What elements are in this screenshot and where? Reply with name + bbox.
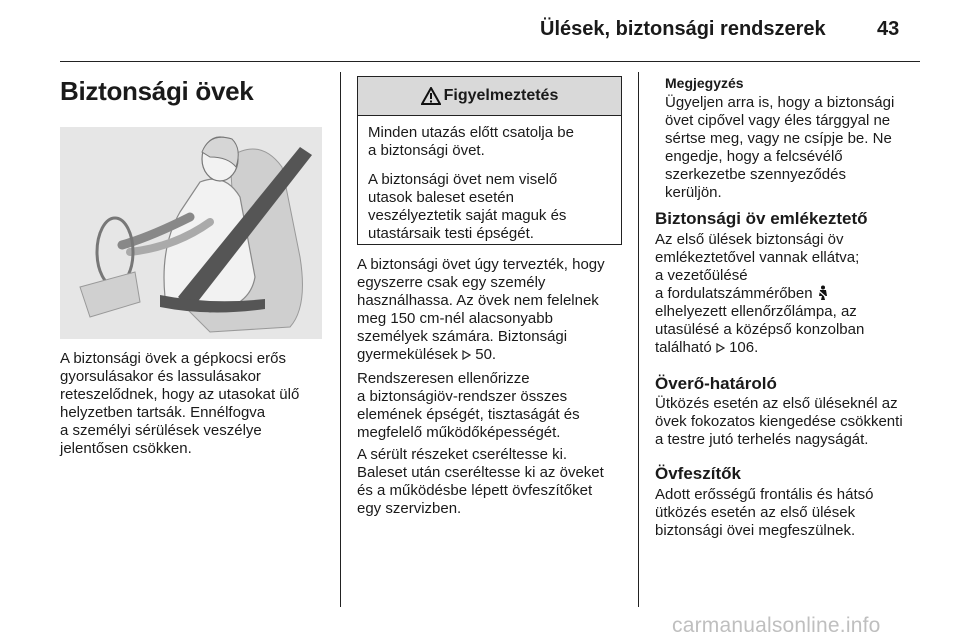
limiter-text: Ütközés esetén az első üléseknél az övek fokozatos kiengedése csökkenti a testre jutó terhelés nagyságát. [655,395,903,448]
page-number: 43 [877,18,900,40]
reminder-text-a [655,231,925,303]
warning-paragraph-2: A biztonsági övet nem viselő utasok baleset esetén veszélyeztetik saját maguk és utastársaik testi épségét. [368,171,567,242]
note-heading: Megjegyzés [665,75,744,91]
tensioner-text: Adott erősségű frontális és hátsó ütközés esetén az első ülések biztonsági övei megfeszülnek. [655,486,874,539]
column-divider-left [340,72,341,607]
page-reference-icon [462,347,471,357]
header-divider [60,61,920,62]
warning-header [358,77,621,116]
seatbelt-warning-icon [817,285,829,301]
replacement-paragraph: A sérült részeket cseréltesse ki. Baleset után cseréltesse ki az öveket és a működésbe lépett övfeszítőket egy szervizben. [357,446,604,517]
running-header-title: Ülések, biztonsági rendszerek [540,18,826,40]
warning-triangle-icon [421,87,441,105]
inspection-paragraph: Rendszeresen ellenőrizze a biztonságiöv-rendszer összes elemének épségét, tisztaságát és megfelelő működőképességét. [357,370,580,441]
note-body: Ügyeljen arra is, hogy a biztonsági övet cipővel vagy éles tárggyal ne sértse meg, vagy ne csípje be. Ne engedje, hogy a felcsévélő szerkezetbe szennyeződés kerüljön. [665,94,895,201]
reminder-text-b-content: elhelyezett ellenőrzőlámpa, az utasülésé a középső konzolban található [655,303,865,356]
tensioner-heading: Övfeszítők [655,464,741,483]
column-divider-right [638,72,639,607]
warning-title: Figyelmeztetés [443,87,559,104]
page-reference-link[interactable]: 50. [475,346,497,363]
section-heading: Biztonsági övek [60,76,254,106]
reminder-text-a-content: Az első ülések biztonsági öv emlékeztetővel vannak ellátva; a vezetőülésé a fordulatszámmérőben [655,231,860,302]
warning-paragraph-1: Minden utazás előtt csatolja be a biztonsági övet. [368,124,574,159]
design-paragraph-text: A biztonsági övet úgy tervezték, hogy egyszerre csak egy személy használhassa. Az övek nem felelnek meg 150 cm-nél alacsonyabb személyek számára. Biztonsági gyermekülések [357,256,605,363]
warning-box [357,76,622,245]
limiter-heading: Överő-határoló [655,374,777,393]
design-paragraph [357,256,637,364]
seatbelt-illustration [60,127,322,339]
watermark: carmanualsonline.info [672,614,881,637]
page-reference-link[interactable]: 106. [729,339,759,356]
page-reference-icon [716,340,725,350]
reminder-heading: Biztonsági öv emlékeztető [655,209,868,228]
intro-paragraph: A biztonsági övek a gépkocsi erős gyorsulásakor és lassulásakor reteszelődnek, hogy az utasokat ülő helyzetben tartsák. Ennélfogva a személyi sérülések veszélye jelentősen csökken. [60,350,300,457]
reminder-text-b [655,303,925,357]
